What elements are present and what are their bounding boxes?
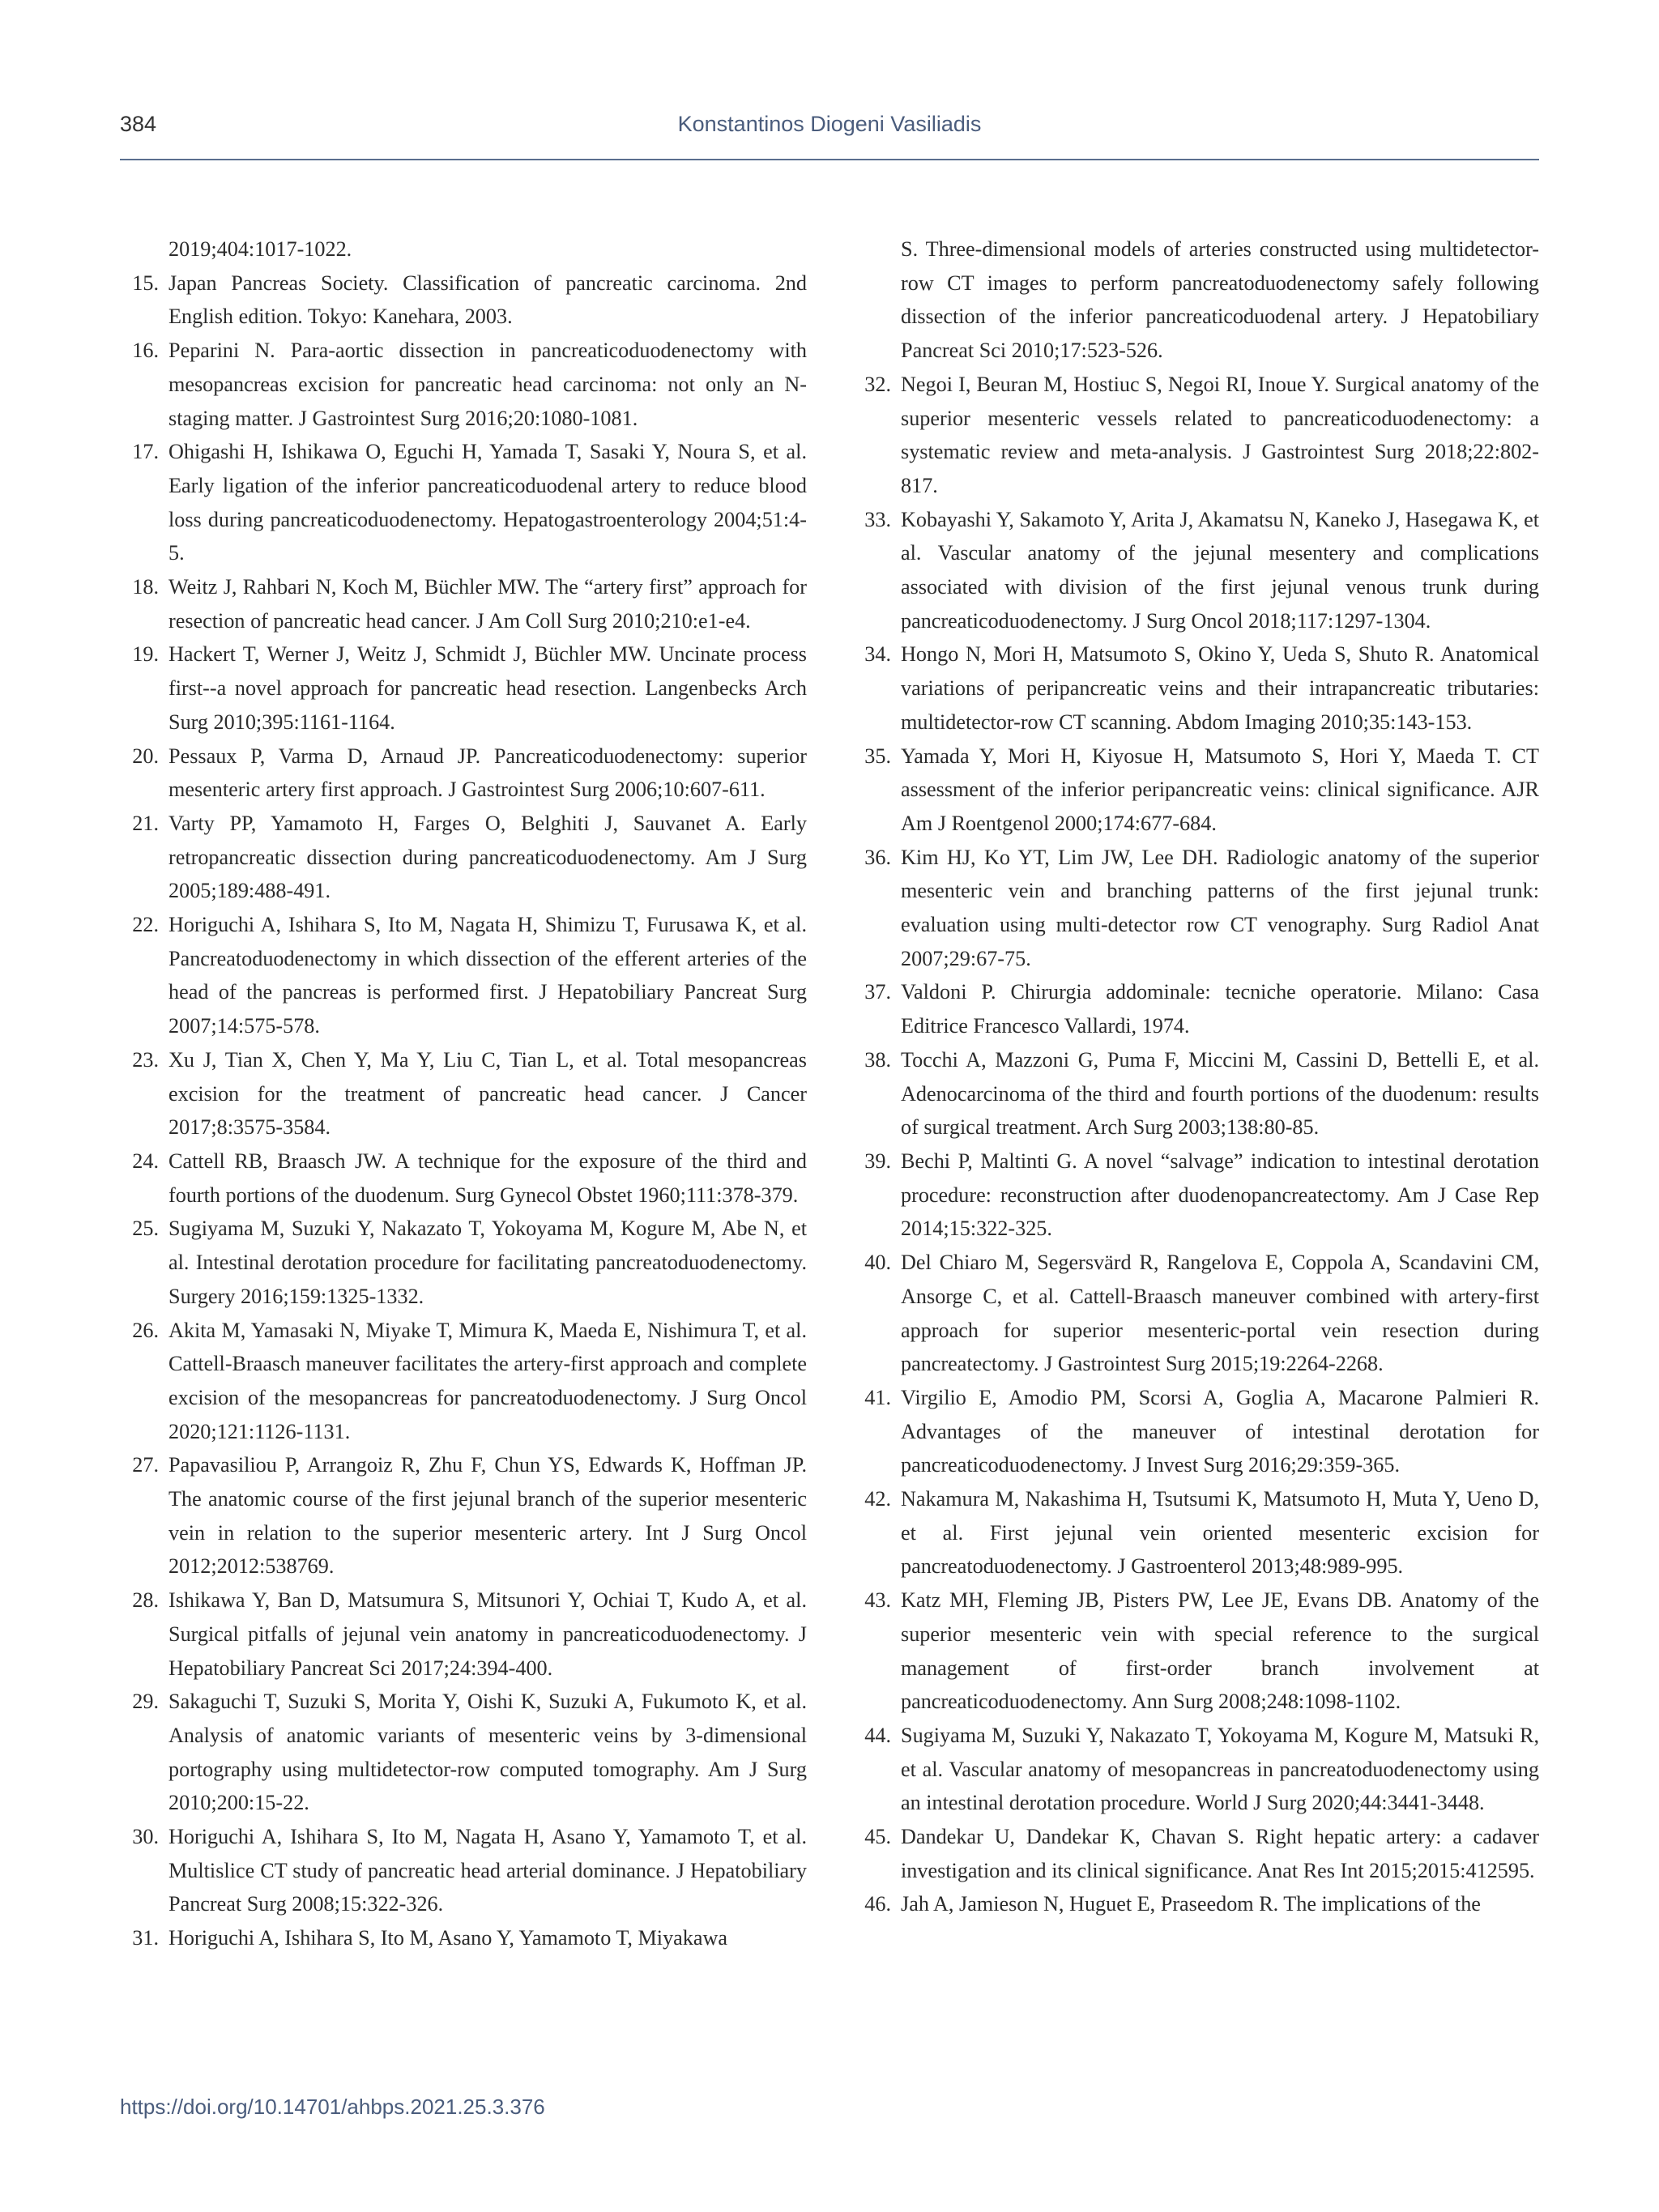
reference-text: Kim HJ, Ko YT, Lim JW, Lee DH. Radiologic anatomy of the superior mesenteric vein and branching patterns of the first jejunal trunk: evaluation using multi-detector row CT venography. Surg Radiol Anat 2007;29:67-75.: [901, 845, 1539, 970]
reference-text: Negoi I, Beuran M, Hostiuc S, Negoi RI, Inoue Y. Surgical anatomy of the superior mesenteric vessels related to pancreaticoduodenectomy: a systematic review and meta-analysis. J Gastrointest Surg 2018;22:802-817.: [901, 372, 1539, 497]
reference-item: [120, 1448, 807, 1583]
reference-text: Virgilio E, Amodio PM, Scorsi A, Goglia A, Macarone Palmieri R. Advantages of the maneuver of intestinal derotation for pancreaticoduodenectomy. J Invest Surg 2016;29:359-365.: [901, 1385, 1539, 1477]
reference-number: 29.: [132, 1690, 159, 1714]
reference-number: 44.: [864, 1723, 891, 1747]
reference-text: Kobayashi Y, Sakamoto Y, Arita J, Akamatsu N, Kaneko J, Hasegawa K, et al. Vascular anatomy of the jejunal mesentery and complications associated with division of the first jejunal venous trunk during pancreaticoduodenectomy. J Surg Oncol 2018;117:1297-1304.: [901, 507, 1539, 633]
reference-item: [852, 1043, 1539, 1144]
reference-number: 46.: [864, 1892, 891, 1916]
reference-item: [852, 1583, 1539, 1719]
reference-number: 21.: [132, 811, 159, 835]
reference-item: [852, 1381, 1539, 1482]
reference-text: Horiguchi A, Ishihara S, Ito M, Asano Y, Yamamoto T, Miyakawa: [168, 1926, 728, 1950]
reference-item: [120, 1144, 807, 1212]
reference-number: 34.: [864, 642, 891, 667]
reference-item: [852, 503, 1539, 638]
reference-item: [120, 739, 807, 807]
reference-item: [852, 1887, 1539, 1921]
references-left-column: [120, 232, 807, 1955]
reference-text: Varty PP, Yamamoto H, Farges O, Belghiti J, Sauvanet A. Early retropancreatic dissection during pancreaticoduodenectomy. Am J Surg 2005;189:488-491.: [168, 811, 807, 903]
reference-text: Horiguchi A, Ishihara S, Ito M, Nagata H, Shimizu T, Furusawa K, et al. Pancreatoduodenectomy in which dissection of the efferent arteries of the head of the pancreas is performed first. J Hepatobiliary Pancreat Surg 2007;14:575-578.: [168, 913, 807, 1038]
reference-item: [852, 368, 1539, 503]
page-header: [120, 112, 1539, 160]
reference-text: Dandekar U, Dandekar K, Chavan S. Right hepatic artery: a cadaver investigation and its clinical significance. Anat Res Int 2015;2015:412595.: [901, 1825, 1539, 1882]
reference-number: 41.: [864, 1385, 891, 1409]
reference-text: Horiguchi A, Ishihara S, Ito M, Nagata H, Asano Y, Yamamoto T, et al. Multislice CT study of pancreatic head arterial dominance. J Hepatobiliary Pancreat Surg 2008;15:322-326.: [168, 1825, 807, 1916]
reference-item: [852, 1719, 1539, 1820]
reference-item: [852, 1246, 1539, 1381]
reference-text: Tocchi A, Mazzoni G, Puma F, Miccini M, Cassini D, Bettelli E, et al. Adenocarcinoma of the third and fourth portions of the duodenum: results of surgical treatment. Arch Surg 2003;138:80-85.: [901, 1047, 1539, 1140]
reference-item: [852, 232, 1539, 368]
reference-text: Papavasiliou P, Arrangoiz R, Zhu F, Chun YS, Edwards K, Hoffman JP. The anatomic course of the first jejunal branch of the superior mesenteric vein in relation to the superior mesenteric artery. Int J Surg Oncol 2012;2012:538769.: [168, 1453, 807, 1579]
running-title: Konstantinos Diogeni Vasiliadis: [677, 112, 982, 136]
reference-number: 42.: [864, 1487, 891, 1511]
reference-text: Yamada Y, Mori H, Kiyosue H, Matsumoto S, Hori Y, Maeda T. CT assessment of the inferior peripancreatic veins: clinical significance. AJR Am J Roentgenol 2000;174:677-684.: [901, 744, 1539, 835]
reference-number: 33.: [864, 507, 891, 531]
reference-text: Bechi P, Maltinti G. A novel “salvage” indication to intestinal derotation procedure: reconstruction after duodenopancreatectomy. Am J Case Rep 2014;15:322-325.: [901, 1149, 1539, 1241]
reference-number: 27.: [132, 1453, 159, 1477]
reference-number: 25.: [132, 1217, 159, 1241]
reference-text: Akita M, Yamasaki N, Miyake T, Mimura K, Maeda E, Nishimura T, et al. Cattell-Braasch maneuver facilitates the artery-first approach and complete excision of the mesopancreas for pancreatoduodenectomy. J Surg Oncol 2020;121:1126-1131.: [168, 1318, 807, 1443]
reference-number: 38.: [864, 1047, 891, 1072]
reference-text: Pessaux P, Varma D, Arnaud JP. Pancreaticoduodenectomy: superior mesenteric artery first approach. J Gastrointest Surg 2006;10:607-611.: [168, 744, 807, 802]
reference-number: 18.: [132, 575, 159, 599]
reference-item: [852, 841, 1539, 976]
reference-text: Sugiyama M, Suzuki Y, Nakazato T, Yokoyama M, Kogure M, Abe N, et al. Intestinal derotation procedure for facilitating pancreatoduodenectomy. Surgery 2016;159:1325-1332.: [168, 1217, 807, 1308]
reference-number: 35.: [864, 744, 891, 768]
reference-number: 32.: [864, 372, 891, 396]
reference-item: [120, 637, 807, 739]
reference-item: [120, 435, 807, 570]
reference-text: Valdoni P. Chirurgia addominale: tecniche operatorie. Milano: Casa Editrice Francesco Vallardi, 1974.: [901, 980, 1539, 1038]
reference-item: [120, 334, 807, 435]
reference-number: 26.: [132, 1318, 159, 1342]
reference-text: Hackert T, Werner J, Weitz J, Schmidt J, Büchler MW. Uncinate process first--a novel approach for pancreatic head resection. Langenbecks Arch Surg 2010;395:1161-1164.: [168, 642, 807, 734]
reference-item: [852, 739, 1539, 841]
reference-text: Sugiyama M, Suzuki Y, Nakazato T, Yokoyama M, Kogure M, Matsuki R, et al. Vascular anatomy of mesopancreas in pancreatoduodenectomy using an intestinal derotation procedure. World J Surg 2020;44:3441-3448.: [901, 1723, 1539, 1815]
reference-item: [120, 1043, 807, 1144]
reference-number: 24.: [132, 1149, 159, 1173]
reference-item: [852, 1820, 1539, 1887]
reference-number: 40.: [864, 1251, 891, 1275]
reference-number: 28.: [132, 1588, 159, 1613]
reference-text: Jah A, Jamieson N, Huguet E, Praseedom R. The implications of the: [901, 1892, 1481, 1916]
reference-item: [120, 1314, 807, 1449]
reference-number: 22.: [132, 913, 159, 937]
reference-number: 20.: [132, 744, 159, 768]
reference-item: [120, 570, 807, 637]
reference-text: 2019;404:1017-1022.: [168, 237, 352, 261]
reference-number: 31.: [132, 1926, 159, 1950]
reference-text: S. Three-dimensional models of arteries constructed using multidetector-row CT images to perform pancreatoduodenectomy safely following dissection of the inferior pancreaticoduodenal artery. J Hepatobiliary Pancreat Sci 2010;17:523-526.: [901, 237, 1539, 363]
reference-number: 39.: [864, 1149, 891, 1173]
reference-text: Katz MH, Fleming JB, Pisters PW, Lee JE, Evans DB. Anatomy of the superior mesenteric vein with special reference to the surgical management of first-order branch involvement at pancreaticoduodenectomy. Ann Surg 2008;248:1098-1102.: [901, 1588, 1539, 1714]
reference-text: Hongo N, Mori H, Matsumoto S, Okino Y, Ueda S, Shuto R. Anatomical variations of peripancreatic veins and their intrapancreatic tributaries: multidetector-row CT scanning. Abdom Imaging 2010;35:143-153.: [901, 642, 1539, 734]
reference-item: [120, 1583, 807, 1685]
reference-text: Ishikawa Y, Ban D, Matsumura S, Mitsunori Y, Ochiai T, Kudo A, et al. Surgical pitfalls of jejunal vein anatomy in pancreaticoduodenectomy. J Hepatobiliary Pancreat Sci 2017;24:394-400.: [168, 1588, 807, 1680]
reference-text: Del Chiaro M, Segersvärd R, Rangelova E, Coppola A, Scandavini CM, Ansorge C, et al. Cattell-Braasch maneuver combined with artery-first approach for superior mesenteric-portal vein resection during pancreatectomy. J Gastrointest Surg 2015;19:2264-2268.: [901, 1251, 1539, 1376]
reference-item: [120, 807, 807, 908]
reference-text: Peparini N. Para-aortic dissection in pancreaticoduodenectomy with mesopancreas excision for pancreatic head carcinoma: not only an N-staging matter. J Gastrointest Surg 2016;20:1080-1081.: [168, 339, 807, 430]
reference-text: Nakamura M, Nakashima H, Tsutsumi K, Matsumoto H, Muta Y, Ueno D, et al. First jejunal vein oriented mesenteric excision for pancreatoduodenectomy. J Gastroenterol 2013;48:989-995.: [901, 1487, 1539, 1579]
reference-text: Japan Pancreas Society. Classification of pancreatic carcinoma. 2nd English edition. Tokyo: Kanehara, 2003.: [168, 271, 807, 329]
doi-link[interactable]: https://doi.org/10.14701/ahbps.2021.25.3.376: [120, 2095, 545, 2119]
reference-item: [120, 1212, 807, 1313]
reference-item: [120, 1921, 807, 1955]
reference-number: 23.: [132, 1047, 159, 1072]
reference-number: 15.: [132, 271, 159, 295]
reference-number: 19.: [132, 642, 159, 667]
reference-text: Cattell RB, Braasch JW. A technique for the exposure of the third and fourth portions of the duodenum. Surg Gynecol Obstet 1960;111:378-379.: [168, 1149, 807, 1207]
reference-item: [120, 266, 807, 334]
reference-item: [852, 1144, 1539, 1246]
reference-item: [120, 1685, 807, 1820]
reference-item: [120, 232, 807, 266]
reference-number: 30.: [132, 1825, 159, 1849]
reference-number: 36.: [864, 845, 891, 869]
reference-item: [120, 1820, 807, 1921]
reference-text: Weitz J, Rahbari N, Koch M, Büchler MW. The “artery first” approach for resection of pancreatic head cancer. J Am Coll Surg 2010;210:e1-e4.: [168, 575, 807, 633]
reference-item: [120, 908, 807, 1043]
references-right-column: [852, 232, 1539, 1921]
reference-item: [852, 637, 1539, 739]
reference-text: Xu J, Tian X, Chen Y, Ma Y, Liu C, Tian L, et al. Total mesopancreas excision for the treatment of pancreatic head cancer. J Cancer 2017;8:3575-3584.: [168, 1047, 807, 1140]
reference-item: [852, 1482, 1539, 1583]
reference-text: Sakaguchi T, Suzuki S, Morita Y, Oishi K, Suzuki A, Fukumoto K, et al. Analysis of anatomic variants of mesenteric veins by 3-dimensional portography using multidetector-row computed tomography. Am J Surg 2010;200:15-22.: [168, 1690, 807, 1815]
reference-text: Ohigashi H, Ishikawa O, Eguchi H, Yamada T, Sasaki Y, Noura S, et al. Early ligation of the inferior pancreaticoduodenal artery to reduce blood loss during pancreaticoduodenectomy. Hepatogastroenterology 2004;51:4-5.: [168, 440, 807, 565]
reference-number: 16.: [132, 339, 159, 363]
reference-number: 17.: [132, 440, 159, 464]
reference-number: 37.: [864, 980, 891, 1004]
page-number: 384: [120, 112, 157, 136]
reference-number: 43.: [864, 1588, 891, 1613]
reference-item: [852, 975, 1539, 1042]
reference-number: 45.: [864, 1825, 891, 1849]
